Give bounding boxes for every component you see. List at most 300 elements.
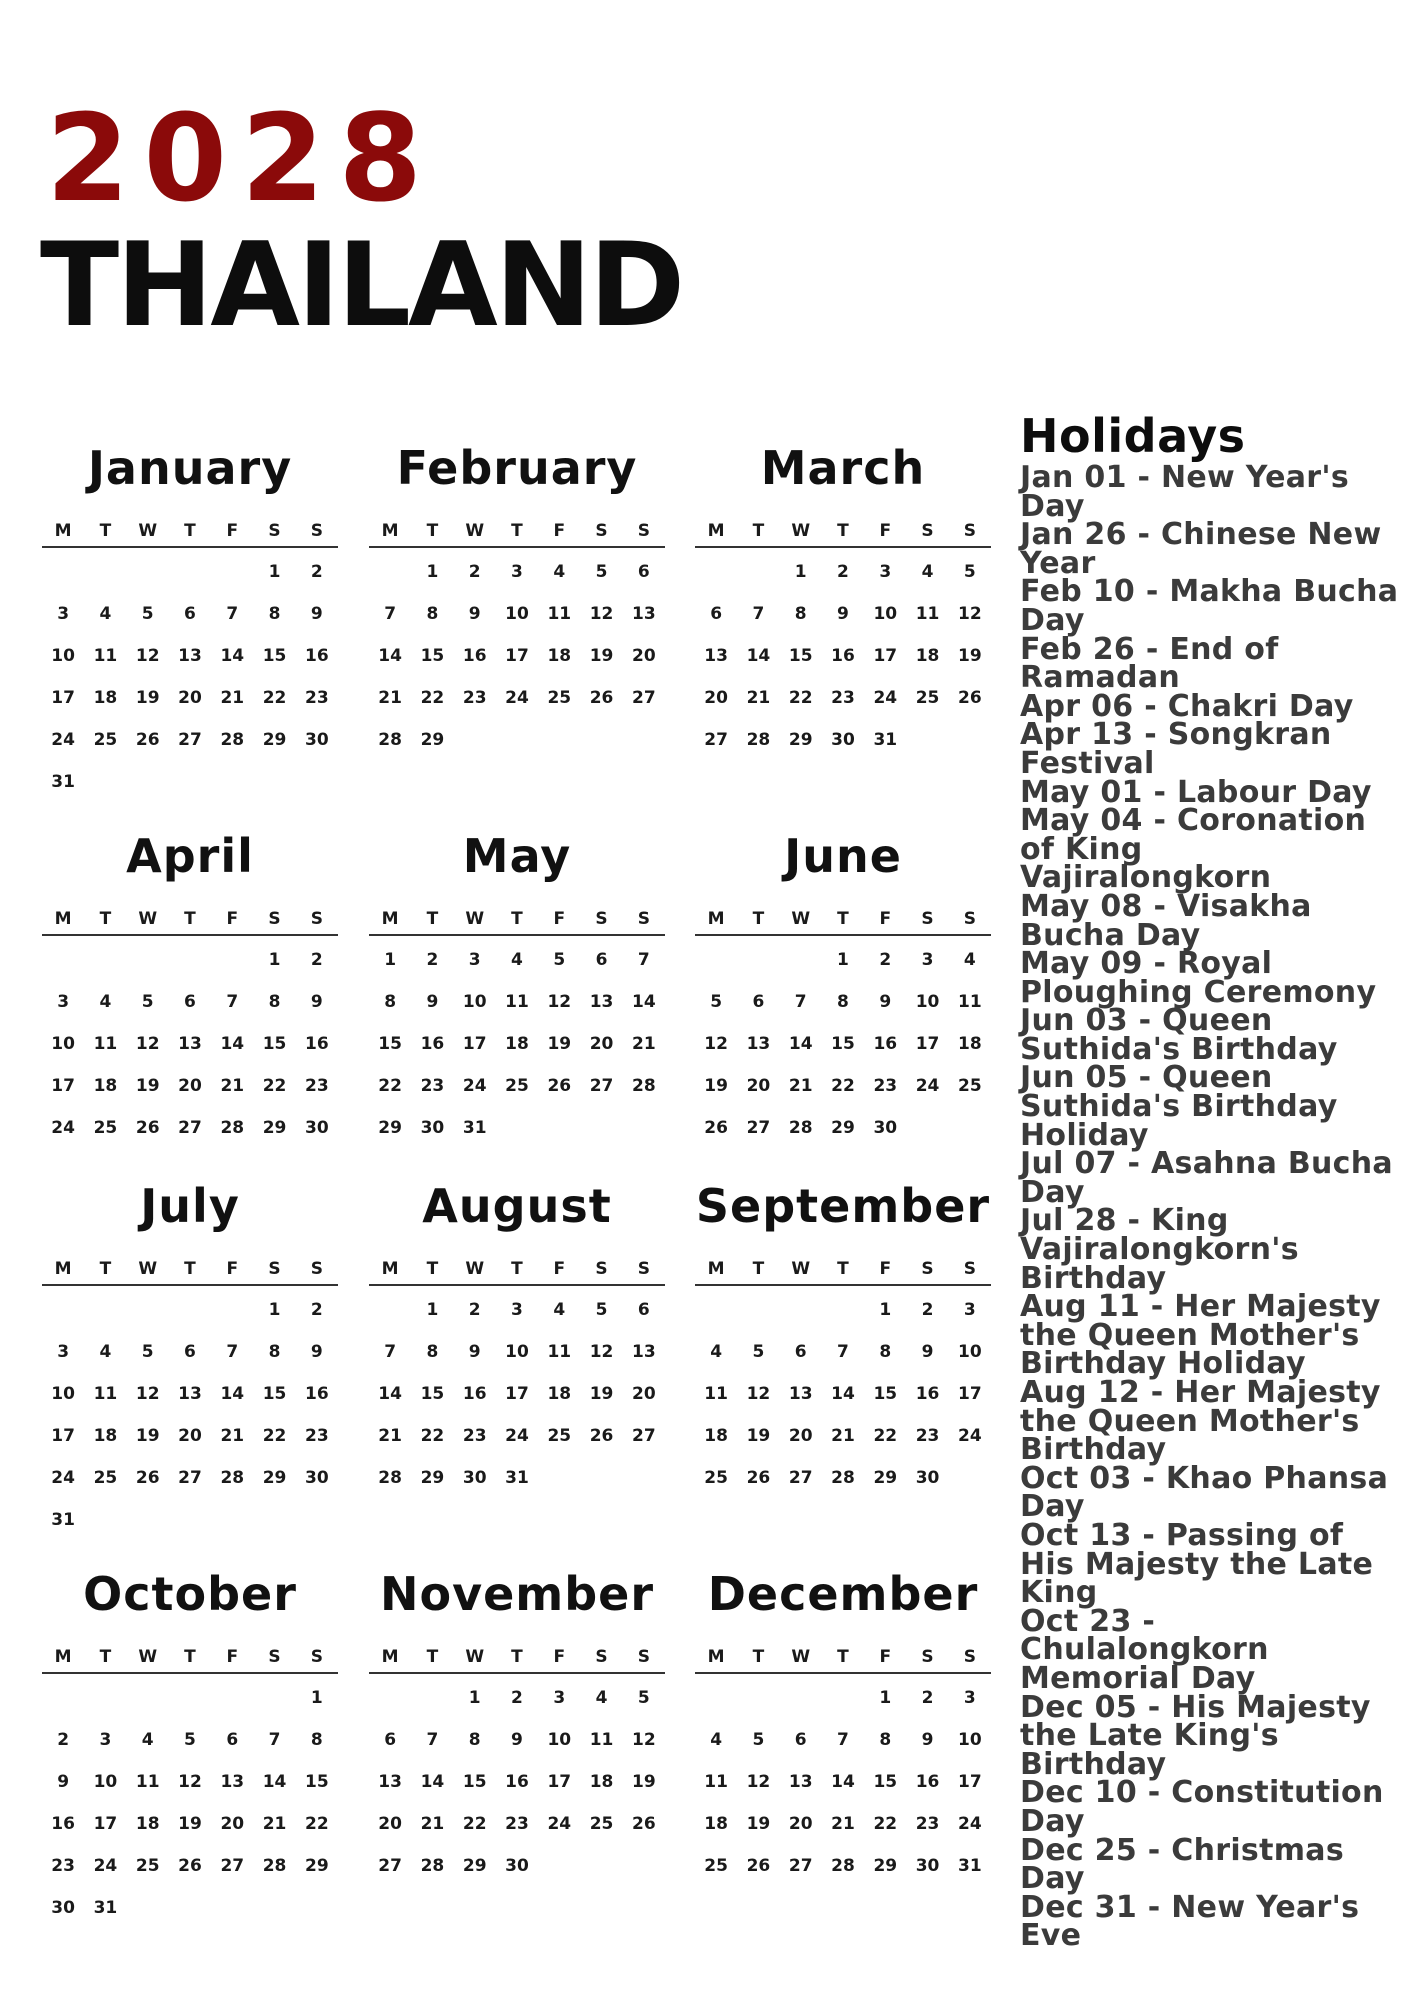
month-title: August <box>422 1179 612 1233</box>
day-cell: 18 <box>93 1426 118 1446</box>
weekday-label: W <box>465 909 485 929</box>
day-cell: 24 <box>873 688 898 708</box>
day-cell: 4 <box>710 1730 723 1750</box>
day-cell: 20 <box>178 1076 202 1096</box>
day-cell: 25 <box>547 1426 572 1446</box>
day-cell: 31 <box>958 1856 982 1876</box>
weekday-label: S <box>268 909 281 929</box>
day-cell: 28 <box>378 730 402 750</box>
day-cell: 1 <box>268 950 281 970</box>
day-cell: 15 <box>873 1772 898 1792</box>
weekday-label: F <box>879 1647 892 1667</box>
day-cell: 23 <box>305 688 329 708</box>
day-cell: 1 <box>879 1688 892 1708</box>
weekday-header <box>369 520 665 548</box>
weekday-label: T <box>184 1647 196 1667</box>
month-title: May <box>462 829 572 883</box>
day-cell: 22 <box>831 1076 855 1096</box>
day-cell: 24 <box>547 1814 572 1834</box>
day-cell: 27 <box>589 1076 614 1096</box>
day-cell: 17 <box>51 1076 75 1096</box>
day-cell: 8 <box>268 1342 281 1362</box>
weekday-label: M <box>54 521 72 541</box>
day-cell: 8 <box>837 992 849 1012</box>
day-grid <box>369 1686 665 1936</box>
holiday-item: Dec 10 - Constitution Day <box>1020 1775 1384 1839</box>
day-cell: 21 <box>378 688 402 708</box>
day-cell: 12 <box>746 1384 771 1404</box>
weekday-label: T <box>837 1259 849 1279</box>
day-cell: 1 <box>426 1300 439 1320</box>
day-cell: 12 <box>178 1772 202 1792</box>
day-cell: 15 <box>831 1034 855 1054</box>
holidays-title: Holidays <box>1020 409 1246 463</box>
day-cell: 7 <box>426 1730 439 1750</box>
day-cell: 13 <box>788 1772 813 1792</box>
holiday-item: Oct 13 - Passing of His Majesty the Late King <box>1020 1517 1374 1611</box>
day-cell: 4 <box>141 1730 154 1750</box>
day-cell: 16 <box>420 1034 445 1054</box>
day-cell: 10 <box>505 604 529 624</box>
day-cell: 31 <box>462 1118 487 1138</box>
day-cell: 16 <box>831 646 855 666</box>
day-cell: 21 <box>632 1034 656 1054</box>
day-cell: 9 <box>57 1772 70 1792</box>
day-cell: 1 <box>837 950 849 970</box>
day-cell: 2 <box>426 950 439 970</box>
day-cell: 11 <box>915 604 940 624</box>
weekday-label: F <box>879 909 892 929</box>
day-cell: 23 <box>915 1426 940 1446</box>
weekday-label: S <box>921 521 934 541</box>
day-cell: 5 <box>595 1300 608 1320</box>
day-cell: 7 <box>268 1730 281 1750</box>
weekday-label: F <box>553 909 566 929</box>
day-cell: 19 <box>547 1034 572 1054</box>
day-cell: 7 <box>226 604 239 624</box>
day-cell: 11 <box>135 1772 160 1792</box>
day-cell: 22 <box>873 1814 898 1834</box>
day-cell: 7 <box>837 1342 849 1362</box>
day-cell: 3 <box>963 1688 976 1708</box>
day-cell: 2 <box>468 562 481 582</box>
holiday-item: Jun 03 - Queen Suthida's Birthday <box>1020 1003 1338 1067</box>
day-cell: 29 <box>873 1468 898 1488</box>
day-cell: 3 <box>468 950 481 970</box>
day-cell: 3 <box>511 562 523 582</box>
day-cell: 23 <box>915 1814 940 1834</box>
day-grid <box>369 560 665 810</box>
weekday-label: W <box>465 1647 485 1667</box>
day-cell: 17 <box>873 646 898 666</box>
day-cell: 22 <box>873 1426 898 1446</box>
day-cell: 7 <box>837 1730 849 1750</box>
day-cell: 29 <box>378 1118 402 1138</box>
day-cell: 20 <box>632 1384 656 1404</box>
day-cell: 4 <box>595 1688 608 1708</box>
holiday-item: May 08 - Visakha Bucha Day <box>1020 888 1312 953</box>
day-cell: 28 <box>831 1856 855 1876</box>
day-cell: 3 <box>511 1300 523 1320</box>
month-title: June <box>784 829 902 883</box>
day-grid <box>369 1298 665 1548</box>
day-cell: 16 <box>462 646 487 666</box>
weekday-label: T <box>511 1259 523 1279</box>
day-cell: 24 <box>958 1426 982 1446</box>
day-cell: 1 <box>384 950 397 970</box>
day-cell: 19 <box>135 688 160 708</box>
day-cell: 21 <box>788 1076 813 1096</box>
day-cell: 3 <box>879 562 892 582</box>
day-cell: 26 <box>135 1468 160 1488</box>
day-cell: 8 <box>879 1342 892 1362</box>
day-cell: 15 <box>305 1772 329 1792</box>
day-cell: 16 <box>915 1384 940 1404</box>
day-cell: 11 <box>958 992 982 1012</box>
day-cell: 25 <box>704 1856 728 1876</box>
day-cell: 30 <box>831 730 855 750</box>
day-cell: 20 <box>178 1426 202 1446</box>
weekday-label: S <box>637 909 650 929</box>
day-cell: 22 <box>262 1076 287 1096</box>
weekday-label: T <box>752 1259 765 1279</box>
day-cell: 13 <box>632 604 656 624</box>
day-cell: 14 <box>220 1034 245 1054</box>
day-cell: 30 <box>305 1118 329 1138</box>
day-cell: 16 <box>51 1814 75 1834</box>
day-cell: 12 <box>958 604 982 624</box>
day-cell: 29 <box>262 1118 287 1138</box>
weekday-header <box>369 908 665 936</box>
day-cell: 6 <box>184 1342 196 1362</box>
weekday-header <box>42 520 338 548</box>
weekday-label: S <box>921 909 934 929</box>
day-cell: 9 <box>921 1342 934 1362</box>
day-cell: 22 <box>262 688 287 708</box>
day-cell: 9 <box>879 992 892 1012</box>
day-cell: 20 <box>220 1814 245 1834</box>
day-cell: 2 <box>310 562 323 582</box>
day-cell: 26 <box>746 1856 771 1876</box>
day-cell: 23 <box>505 1814 529 1834</box>
day-cell: 21 <box>420 1814 445 1834</box>
weekday-header <box>369 1646 665 1674</box>
day-cell: 19 <box>746 1814 771 1834</box>
weekday-label: W <box>138 1647 158 1667</box>
day-cell: 15 <box>420 646 445 666</box>
day-cell: 24 <box>462 1076 487 1096</box>
day-cell: 11 <box>93 646 118 666</box>
day-cell: 16 <box>305 1034 329 1054</box>
day-cell: 18 <box>135 1814 160 1834</box>
day-cell: 19 <box>135 1426 160 1446</box>
holidays-panel <box>1020 409 1400 1954</box>
day-cell: 14 <box>220 646 245 666</box>
day-cell: 2 <box>879 950 892 970</box>
weekday-label: T <box>426 1647 439 1667</box>
weekday-label: W <box>465 1259 485 1279</box>
weekday-header <box>695 908 991 936</box>
day-cell: 20 <box>632 646 656 666</box>
day-cell: 12 <box>632 1730 656 1750</box>
day-cell: 26 <box>178 1856 202 1876</box>
day-cell: 24 <box>93 1856 118 1876</box>
day-cell: 6 <box>184 604 196 624</box>
weekday-label: W <box>791 1259 811 1279</box>
month-title: October <box>83 1567 297 1621</box>
day-cell: 11 <box>93 1034 118 1054</box>
day-cell: 10 <box>51 1034 75 1054</box>
holiday-item: Jan 01 - New Year's Day <box>1020 460 1350 524</box>
day-cell: 10 <box>915 992 940 1012</box>
day-cell: 7 <box>384 1342 397 1362</box>
weekday-label: S <box>268 1259 281 1279</box>
day-cell: 22 <box>305 1814 329 1834</box>
day-cell: 5 <box>752 1730 765 1750</box>
day-cell: 24 <box>51 1468 75 1488</box>
day-cell: 29 <box>262 730 287 750</box>
day-cell: 26 <box>958 688 982 708</box>
weekday-label: S <box>268 521 281 541</box>
day-cell: 17 <box>51 1426 75 1446</box>
day-cell: 29 <box>420 1468 445 1488</box>
day-cell: 26 <box>135 1118 160 1138</box>
day-cell: 25 <box>93 1468 118 1488</box>
day-grid <box>695 1298 991 1548</box>
day-cell: 8 <box>426 604 439 624</box>
day-cell: 6 <box>637 1300 650 1320</box>
day-cell: 10 <box>93 1772 118 1792</box>
day-cell: 18 <box>915 646 940 666</box>
day-cell: 22 <box>378 1076 402 1096</box>
day-cell: 27 <box>704 730 728 750</box>
weekday-label: M <box>381 521 399 541</box>
day-cell: 25 <box>589 1814 614 1834</box>
weekday-label: S <box>637 1259 650 1279</box>
day-cell: 27 <box>378 1856 402 1876</box>
day-cell: 10 <box>51 646 75 666</box>
day-cell: 5 <box>553 950 566 970</box>
day-cell: 25 <box>958 1076 982 1096</box>
day-cell: 21 <box>262 1814 287 1834</box>
weekday-header <box>695 1646 991 1674</box>
weekday-label: F <box>226 521 239 541</box>
day-cell: 16 <box>462 1384 487 1404</box>
day-cell: 23 <box>420 1076 445 1096</box>
day-cell: 5 <box>141 992 154 1012</box>
day-cell: 4 <box>99 1342 112 1362</box>
weekday-label: S <box>310 909 323 929</box>
day-cell: 31 <box>51 1510 75 1530</box>
weekday-label: W <box>138 1259 158 1279</box>
holiday-item: May 01 - Labour Day <box>1020 774 1372 810</box>
day-cell: 15 <box>262 1034 287 1054</box>
day-cell: 29 <box>420 730 445 750</box>
weekday-label: S <box>963 521 976 541</box>
day-cell: 22 <box>462 1814 487 1834</box>
day-cell: 24 <box>505 1426 529 1446</box>
day-cell: 1 <box>794 562 807 582</box>
day-cell: 10 <box>505 1342 529 1362</box>
weekday-label: T <box>511 521 523 541</box>
weekday-label: W <box>791 1647 811 1667</box>
day-cell: 19 <box>632 1772 656 1792</box>
day-cell: 3 <box>57 1342 70 1362</box>
weekday-label: F <box>553 521 566 541</box>
day-cell: 7 <box>794 992 807 1012</box>
day-cell: 21 <box>220 1076 245 1096</box>
day-cell: 24 <box>505 688 529 708</box>
day-cell: 13 <box>632 1342 656 1362</box>
day-cell: 13 <box>220 1772 245 1792</box>
day-cell: 31 <box>505 1468 529 1488</box>
day-cell: 11 <box>505 992 529 1012</box>
day-cell: 28 <box>220 1468 245 1488</box>
day-cell: 24 <box>51 730 75 750</box>
day-cell: 16 <box>305 1384 329 1404</box>
day-grid <box>695 1686 991 1936</box>
day-grid <box>695 560 991 810</box>
day-cell: 28 <box>378 1468 402 1488</box>
day-cell: 31 <box>93 1898 118 1918</box>
day-cell: 12 <box>135 1034 160 1054</box>
day-cell: 4 <box>553 562 566 582</box>
day-cell: 14 <box>632 992 656 1012</box>
day-cell: 9 <box>310 1342 323 1362</box>
day-cell: 19 <box>135 1076 160 1096</box>
day-cell: 20 <box>746 1076 771 1096</box>
day-cell: 21 <box>831 1426 855 1446</box>
day-cell: 27 <box>632 1426 656 1446</box>
holiday-item: Jun 05 - Queen Suthida's Birthday Holiday <box>1020 1060 1338 1153</box>
day-cell: 3 <box>57 992 70 1012</box>
day-cell: 1 <box>426 562 439 582</box>
day-cell: 29 <box>462 1856 487 1876</box>
day-cell: 26 <box>632 1814 656 1834</box>
day-cell: 15 <box>262 646 287 666</box>
day-cell: 13 <box>178 1384 202 1404</box>
holiday-item: Oct 03 - Khao Phansa Day <box>1020 1460 1389 1525</box>
day-cell: 24 <box>915 1076 940 1096</box>
day-cell: 26 <box>589 1426 614 1446</box>
day-cell: 21 <box>831 1814 855 1834</box>
day-cell: 7 <box>226 992 239 1012</box>
day-cell: 30 <box>915 1856 940 1876</box>
day-cell: 18 <box>547 646 572 666</box>
day-cell: 24 <box>51 1118 75 1138</box>
day-cell: 27 <box>632 688 656 708</box>
day-cell: 9 <box>468 604 481 624</box>
weekday-label: W <box>465 521 485 541</box>
day-cell: 20 <box>178 688 202 708</box>
day-cell: 30 <box>462 1468 487 1488</box>
calendar-year: 2028 <box>46 90 436 229</box>
weekday-label: S <box>595 909 608 929</box>
day-cell: 13 <box>746 1034 771 1054</box>
day-cell: 22 <box>788 688 813 708</box>
day-cell: 2 <box>468 1300 481 1320</box>
day-cell: 1 <box>268 1300 281 1320</box>
day-cell: 30 <box>305 730 329 750</box>
day-cell: 11 <box>704 1772 728 1792</box>
weekday-header <box>42 1646 338 1674</box>
day-cell: 12 <box>589 604 614 624</box>
holiday-item: Oct 23 - Chulalongkorn Memorial Day <box>1020 1603 1269 1696</box>
weekday-label: T <box>426 1259 439 1279</box>
day-cell: 10 <box>873 604 898 624</box>
day-cell: 2 <box>310 1300 323 1320</box>
day-cell: 12 <box>746 1772 771 1792</box>
day-cell: 30 <box>873 1118 898 1138</box>
weekday-label: S <box>921 1647 934 1667</box>
day-cell: 26 <box>135 730 160 750</box>
day-cell: 25 <box>915 688 940 708</box>
day-cell: 21 <box>220 688 245 708</box>
weekday-label: T <box>184 909 196 929</box>
day-cell: 15 <box>378 1034 402 1054</box>
day-cell: 12 <box>547 992 572 1012</box>
day-cell: 27 <box>178 1468 202 1488</box>
weekday-label: T <box>99 521 112 541</box>
holiday-item: May 04 - Coronation of King Vajiralongkorn <box>1020 803 1367 896</box>
weekday-label: S <box>310 1259 323 1279</box>
day-cell: 9 <box>921 1730 934 1750</box>
day-cell: 23 <box>305 1426 329 1446</box>
day-cell: 15 <box>262 1384 287 1404</box>
weekday-label: F <box>226 909 239 929</box>
weekday-label: M <box>707 1259 725 1279</box>
day-cell: 4 <box>99 604 112 624</box>
weekday-label: F <box>226 1647 239 1667</box>
day-cell: 17 <box>958 1384 982 1404</box>
day-cell: 1 <box>879 1300 892 1320</box>
weekday-label: T <box>99 1259 112 1279</box>
day-cell: 12 <box>589 1342 614 1362</box>
day-cell: 23 <box>831 688 855 708</box>
holiday-item: Dec 25 - Christmas Day <box>1020 1832 1344 1897</box>
day-cell: 28 <box>220 730 245 750</box>
day-cell: 16 <box>873 1034 898 1054</box>
weekday-label: T <box>426 521 439 541</box>
day-cell: 4 <box>710 1342 723 1362</box>
day-cell: 18 <box>505 1034 529 1054</box>
weekday-label: S <box>637 521 650 541</box>
day-cell: 5 <box>637 1688 650 1708</box>
holiday-item: Feb 10 - Makha Bucha Day <box>1020 574 1399 638</box>
day-cell: 4 <box>963 950 976 970</box>
day-cell: 20 <box>378 1814 402 1834</box>
day-cell: 21 <box>746 688 771 708</box>
weekday-label: S <box>595 521 608 541</box>
weekday-header <box>42 1258 338 1286</box>
day-cell: 13 <box>178 1034 202 1054</box>
weekday-label: T <box>837 1647 849 1667</box>
day-cell: 6 <box>794 1342 807 1362</box>
day-cell: 6 <box>752 992 765 1012</box>
month-title: February <box>396 441 638 495</box>
day-cell: 17 <box>958 1772 982 1792</box>
day-cell: 4 <box>99 992 112 1012</box>
day-cell: 5 <box>141 1342 154 1362</box>
day-cell: 7 <box>226 1342 239 1362</box>
day-cell: 23 <box>305 1076 329 1096</box>
day-cell: 14 <box>746 646 771 666</box>
holiday-item: Apr 06 - Chakri Day <box>1020 688 1354 724</box>
day-cell: 8 <box>268 604 281 624</box>
day-grid <box>42 1686 338 1936</box>
day-cell: 8 <box>468 1730 481 1750</box>
day-cell: 29 <box>262 1468 287 1488</box>
